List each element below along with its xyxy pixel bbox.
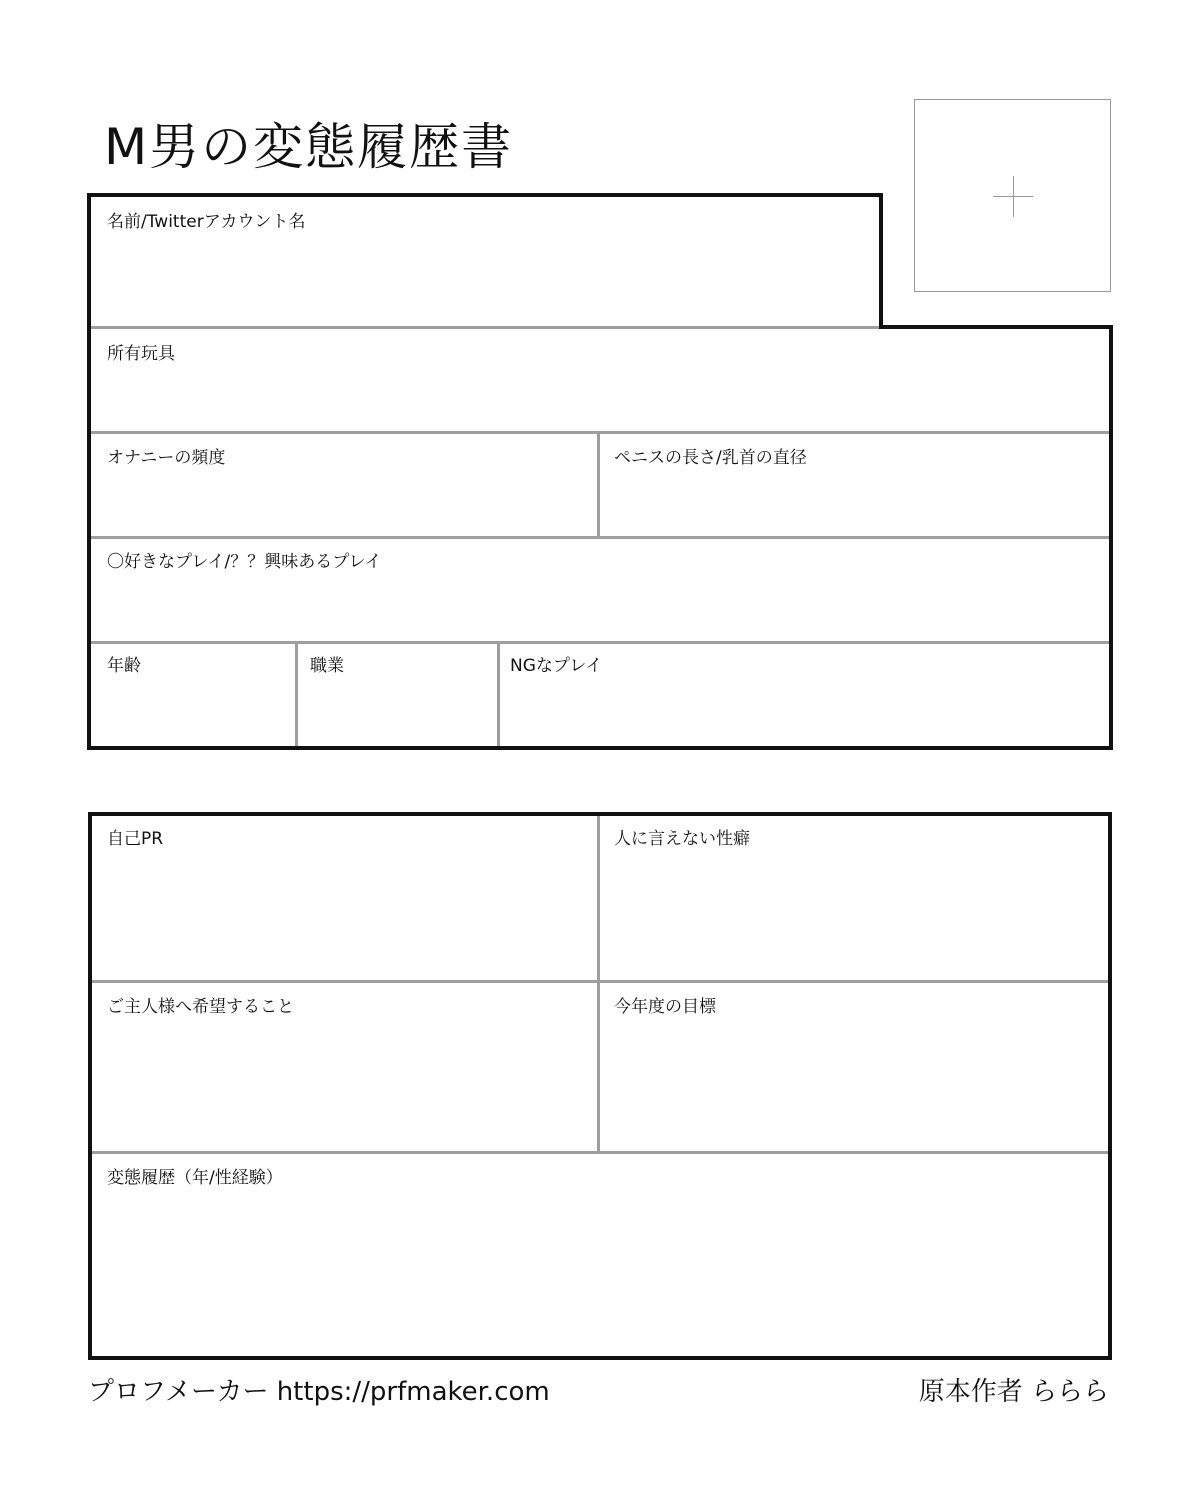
age-label: 年齢 — [107, 656, 141, 676]
likes-field[interactable] — [91, 539, 1109, 641]
toys-field[interactable] — [91, 329, 1109, 431]
author-credit: 原本作者 ららら — [918, 1377, 1109, 1407]
likes-label: 〇好きなプレイ/？？興味あるプレイ — [107, 552, 382, 572]
wish-field[interactable] — [92, 983, 597, 1151]
toys-label: 所有玩具 — [107, 344, 175, 364]
job-label: 職業 — [310, 656, 344, 676]
self-pr-field[interactable] — [92, 816, 597, 980]
name-label: 名前/Twitterアカウント名 — [107, 212, 306, 232]
goal-label: 今年度の目標 — [614, 997, 716, 1017]
ng-field[interactable] — [500, 644, 1109, 746]
name-field[interactable] — [91, 197, 879, 326]
size-label: ペニスの長さ/乳首の直径 — [614, 448, 807, 468]
history-label: 変態履歴（年/性経験） — [107, 1168, 283, 1188]
self-pr-label: 自己PR — [107, 829, 164, 849]
frequency-field[interactable] — [91, 434, 597, 536]
plus-icon-vertical — [1013, 176, 1014, 217]
maker-credit: プロフメーカー https://prfmaker.com — [88, 1377, 550, 1407]
page-title: M男の変態履歴書 — [104, 118, 514, 176]
job-field[interactable] — [298, 644, 497, 746]
age-field[interactable] — [91, 644, 295, 746]
size-field[interactable] — [600, 434, 1109, 536]
frequency-label: オナニーの頻度 — [107, 448, 226, 468]
goal-field[interactable] — [600, 983, 1108, 1151]
wish-label: ご主人様へ希望すること — [107, 997, 294, 1017]
ng-label: NGなプレイ — [510, 656, 603, 676]
secret-field[interactable] — [600, 816, 1108, 980]
history-field[interactable] — [92, 1154, 1108, 1356]
secret-label: 人に言えない性癖 — [614, 829, 750, 849]
